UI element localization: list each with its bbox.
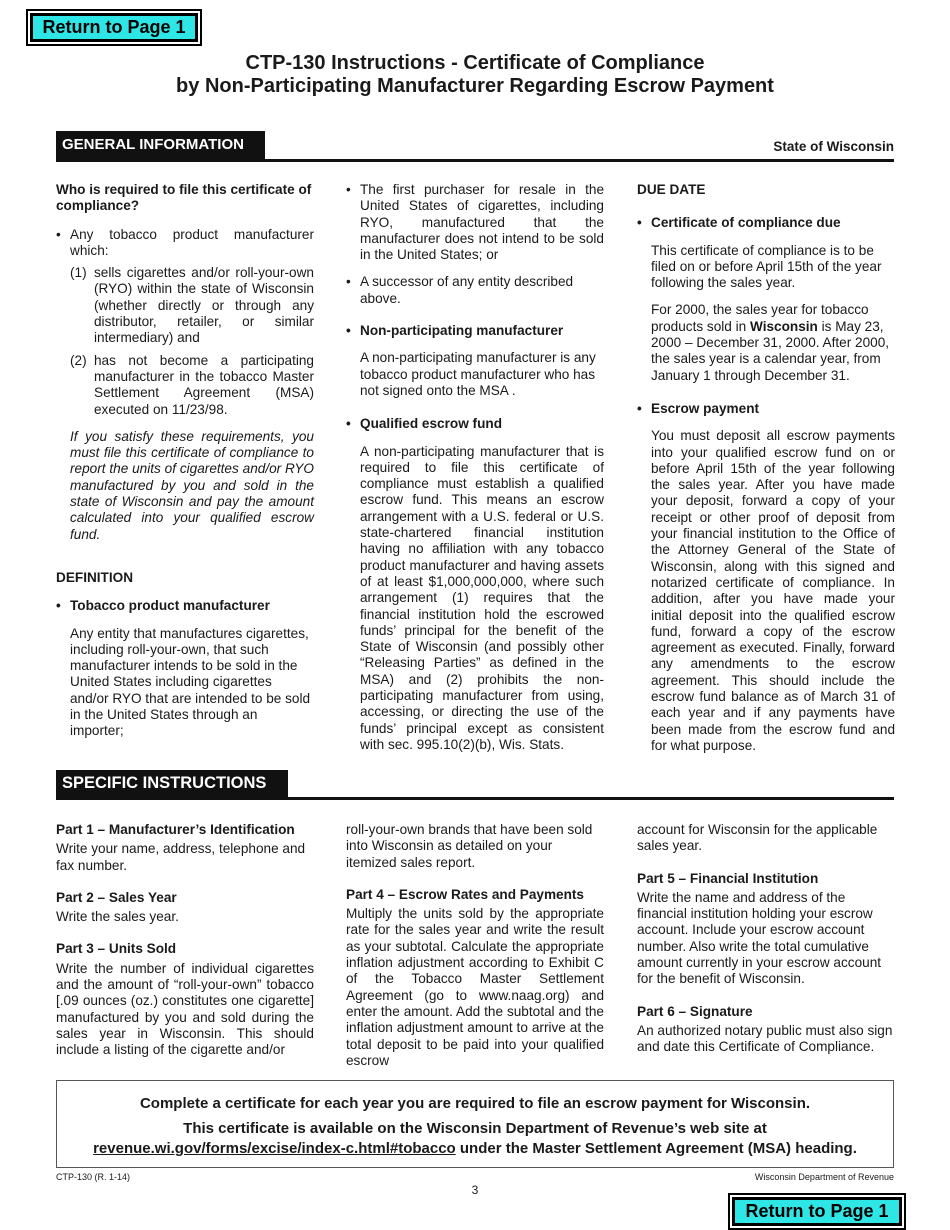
return-to-page-1-button-top[interactable]: Return to Page 1: [30, 13, 198, 42]
general-column-2: [346, 182, 604, 753]
part4-text-a: Multiply the units sold by the appropriate rate for the sales year and write the result as your subtotal. Calculate the appropriate inflation adjustment according to Exhibit C of the Tobacco Master Settlement Agreement (go to www.naag.org) and enter the amount. Add the subtotal and the inflation adjustment amount to arrive at the total deposit to be paid into your qualified escrow: [346, 906, 604, 1068]
npm-text: A non-participating manufacturer is any tobacco product manufacturer who has not signed onto the MSA .: [360, 350, 596, 398]
title-line-1: CTP-130 Instructions - Certificate of Compliance: [245, 52, 705, 74]
state-label: State of Wisconsin: [773, 139, 894, 154]
part3-heading: Part 3 – Units Sold: [56, 941, 177, 957]
general-column-3: [637, 182, 895, 754]
tpm-heading: • Tobacco product manufacturer: [56, 598, 314, 614]
first-purchaser-bullet: • The first purchaser for resale in the United States of cigarettes, including RYO, manufactured that the manufacturer does not intend to be sold in the United States; or: [346, 182, 604, 263]
part5-text: Write the name and address of the financial institution holding your escrow account. Include your escrow account number. Also write the total cumulative amount currently in your escrow account for the benefit of Wisconsin.: [637, 889, 882, 987]
part4-text-b: account for Wisconsin for the applicable sales year.: [637, 822, 878, 854]
item-2-number: (2): [70, 352, 87, 368]
part6-text: An authorized notary public must also sign and date this Certificate of Compliance.: [637, 1022, 893, 1055]
year-2000-text-b: is May 23, 2000 – December 31, 2000. After 2000, the sales year is a calendar year, from January 1 through December 31.: [651, 318, 890, 383]
who-bullet: • Any tobacco product manufacturer which:: [56, 227, 314, 260]
form-id: CTP-130 (R. 1-14): [56, 1172, 131, 1182]
part6-heading: Part 6 – Signature: [637, 1003, 753, 1019]
specific-instructions-header: [56, 770, 894, 800]
page-number: 3: [471, 1183, 479, 1197]
item-1-text: sells cigarettes and/or roll-your-own (RYO) within the state of Wisconsin (whether directly or through any distributor, retailer, or similar intermediary) and: [94, 265, 314, 346]
item-2-text: has not become a participating manufacturer in the tobacco Master Settlement Agreement (MSA) executed on 11/23/98.: [94, 352, 314, 417]
successor-bullet: • A successor of any entity described above.: [346, 274, 604, 307]
general-column-1: [56, 182, 314, 740]
specific-instructions-heading: SPECIFIC INSTRUCTIONS: [56, 770, 288, 797]
requirement-item-2: [70, 353, 314, 418]
part1-text: Write your name, address, telephone and fax number.: [56, 841, 306, 873]
year-2000-bold: Wisconsin: [750, 318, 818, 334]
definition-heading: DEFINITION: [56, 569, 134, 585]
item-1-number: (1): [70, 265, 87, 281]
part5-heading: Part 5 – Financial Institution: [637, 870, 819, 886]
page-title: [0, 52, 950, 98]
department-name: Wisconsin Department of Revenue: [754, 1172, 894, 1182]
specific-column-1: [56, 822, 314, 1059]
qef-heading: • Qualified escrow fund: [346, 416, 604, 432]
tpm-text: Any entity that manufactures cigarettes, including roll-your-own, that such manufacturer intends to be sold in the United States including cigarettes and/or RYO that are intended to be sold in the United States through an importer;: [70, 625, 311, 739]
notice-line-1: Complete a certificate for each year you are required to file an escrow payment for Wisconsin.: [139, 1095, 811, 1112]
notice-line-2a: This certificate is available on the Wisconsin Department of Revenue’s web site at: [183, 1120, 767, 1137]
year-2000-text-a: For 2000, the sales year for tobacco products sold in: [651, 302, 869, 334]
specific-column-3: [637, 822, 895, 1056]
part3-text-b: roll-your-own brands that have been sold into Wisconsin as detailed on your itemized sales report.: [346, 822, 593, 870]
specific-column-2: [346, 822, 604, 1069]
general-information-heading: GENERAL INFORMATION: [56, 131, 265, 159]
revenue-website-link[interactable]: revenue.wi.gov/forms/excise/index-c.html#tobacco: [93, 1140, 456, 1157]
part1-heading: Part 1 – Manufacturer’s Identification: [56, 822, 295, 837]
title-line-2: by Non-Participating Manufacturer Regarding Escrow Payment: [176, 75, 774, 97]
general-information-header: [56, 131, 894, 162]
npm-heading: • Non-participating manufacturer: [346, 323, 604, 339]
escrow-payment-heading: • Escrow payment: [637, 401, 895, 417]
return-to-page-1-button-bottom[interactable]: Return to Page 1: [732, 1197, 902, 1226]
qef-text: A non-participating manufacturer that is required to file this certificate of compliance must establish a qualified escrow fund. This means an escrow arrangement with a U.S. federal or U.S. state-chartered financial institution having no affiliation with any tobacco product manufacturer and having assets of at least $1,000,000,000, where such arrangement (1) requires that the financial institution hold the escrowed funds’ principal for the benefit of the State of Wisconsin (and possibly other “Releasing Parties” as defined in the MSA) and (2) prohibits the non-participating manufacturer from using, accessing, or directing the use of the funds’ principal except as consistent with sec. 995.10(2)(b), Wis. Stats.: [360, 443, 604, 752]
notice-box: [56, 1080, 894, 1168]
requirement-item-1: [70, 265, 314, 346]
cert-due-text: This certificate of compliance is to be filed on or before April 15th of the year following the sales year.: [651, 242, 882, 291]
due-date-heading: DUE DATE: [637, 182, 706, 197]
part3-text-a: Write the number of individual cigarettes and the amount of “roll-your-own” tobacco [.09 ounces (oz.) constitutes one cigarette] manufactured by you and sold during the sales year in Wisconsin. This should include a listing of the cigarette and/or: [56, 960, 314, 1058]
notice-line-2b: under the Master Settlement Agreement (MSA) heading.: [455, 1140, 857, 1157]
part4-heading: Part 4 – Escrow Rates and Payments: [346, 886, 584, 902]
year-2000-text: [637, 302, 895, 383]
requirement-note: If you satisfy these requirements, you must file this certificate of compliance to report the units of cigarettes and/or RYO manufactured by you and sold in the state of Wisconsin and pay the amount calculated into your qualified escrow fund.: [70, 428, 314, 542]
notice-line-2: [57, 1119, 893, 1159]
part2-heading: Part 2 – Sales Year: [56, 889, 177, 905]
escrow-payment-text: You must deposit all escrow payments into your qualified escrow fund on or before April 15th of the year following the sales year. After you have made your deposit, forward a copy of your receipt or other proof of deposit from your financial institution to the Office of the Attorney General of the State of Wisconsin, along with this signed and notarized certificate of compliance. In addition, after you have made your initial deposit into the qualified escrow fund, forward a copy of the escrow agreement as executed. Finally, forward any amendments to the escrow agreement. This should include the escrow fund balance as of March 31 of each year and if any payments have been made from the escrow fund and for what purpose.: [651, 428, 895, 753]
cert-due-heading: • Certificate of compliance due: [637, 215, 895, 231]
part2-text: Write the sales year.: [56, 909, 179, 925]
who-heading: Who is required to file this certificate of compliance?: [56, 182, 312, 214]
